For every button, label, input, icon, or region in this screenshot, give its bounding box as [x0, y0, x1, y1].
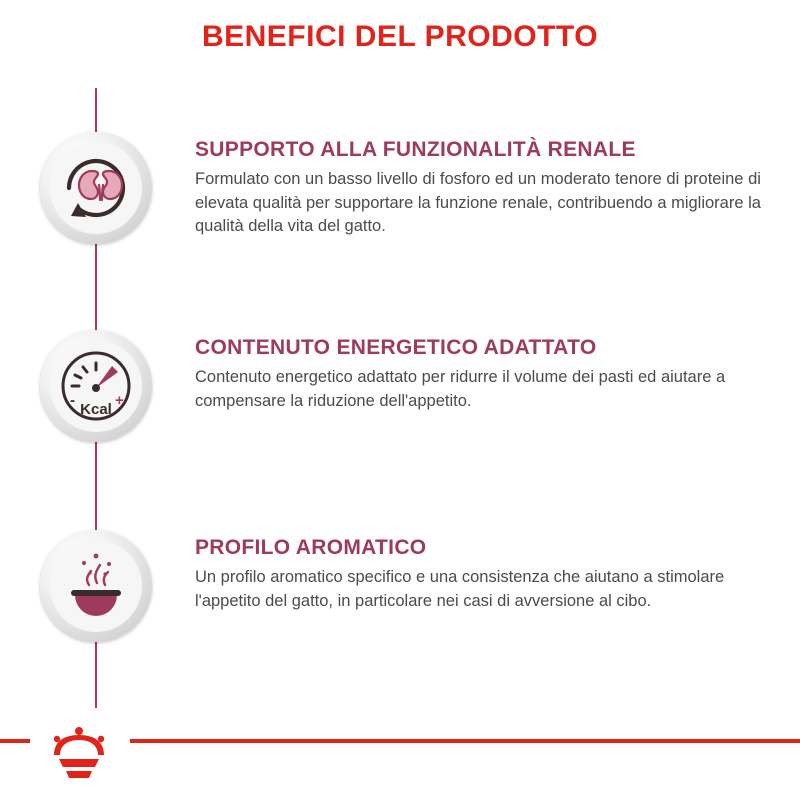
aroma-bowl-icon-inner: [50, 540, 142, 632]
gauge-plus-label: +: [115, 392, 124, 409]
benefit-text: [195, 530, 780, 613]
benefit-item: [40, 330, 780, 418]
benefit-item: [40, 530, 780, 613]
footer: [0, 725, 800, 800]
kcal-gauge-icon: [40, 330, 152, 442]
kidney-icon: [40, 132, 152, 244]
aroma-bowl-icon: [40, 530, 152, 642]
benefit-title: CONTENUTO ENERGETICO ADATTATO: [195, 336, 597, 359]
gauge-minus-label: -: [70, 392, 75, 409]
benefit-body: Un profilo aromatico specifico e una consistenza che aiutano a stimolare l'appetito del gatto, in particolare nei casi di avversione al cibo.: [195, 568, 725, 610]
page-title: BENEFICI DEL PRODOTTO: [201, 20, 599, 53]
benefit-body: Contenuto energetico adattato per ridurre il volume dei pasti ed aiutare a compensare la riduzione dell'appetito.: [195, 368, 726, 410]
benefit-text: [195, 330, 780, 413]
benefit-text: [195, 132, 780, 238]
benefit-item: [40, 132, 780, 238]
kcal-gauge-icon-inner: [50, 340, 142, 432]
kidney-icon-inner: [50, 142, 142, 234]
benefit-title: SUPPORTO ALLA FUNZIONALITÀ RENALE: [195, 138, 636, 161]
gauge-kcal-label: Kcal: [80, 401, 112, 418]
benefit-body: Formulato con un basso livello di fosforo ed un moderato tenore di proteine di elevata qualità per supportare la funzione renale, contribuendo a migliorare la qualità della vita del gatto.: [195, 170, 761, 235]
kcal-gauge-icon-svg: [52, 342, 140, 430]
royal-canin-crown-logo: [46, 725, 112, 787]
aroma-bowl-icon-svg: [53, 543, 139, 629]
kidney-icon-svg: [53, 145, 139, 231]
benefit-title: PROFILO AROMATICO: [195, 536, 427, 559]
